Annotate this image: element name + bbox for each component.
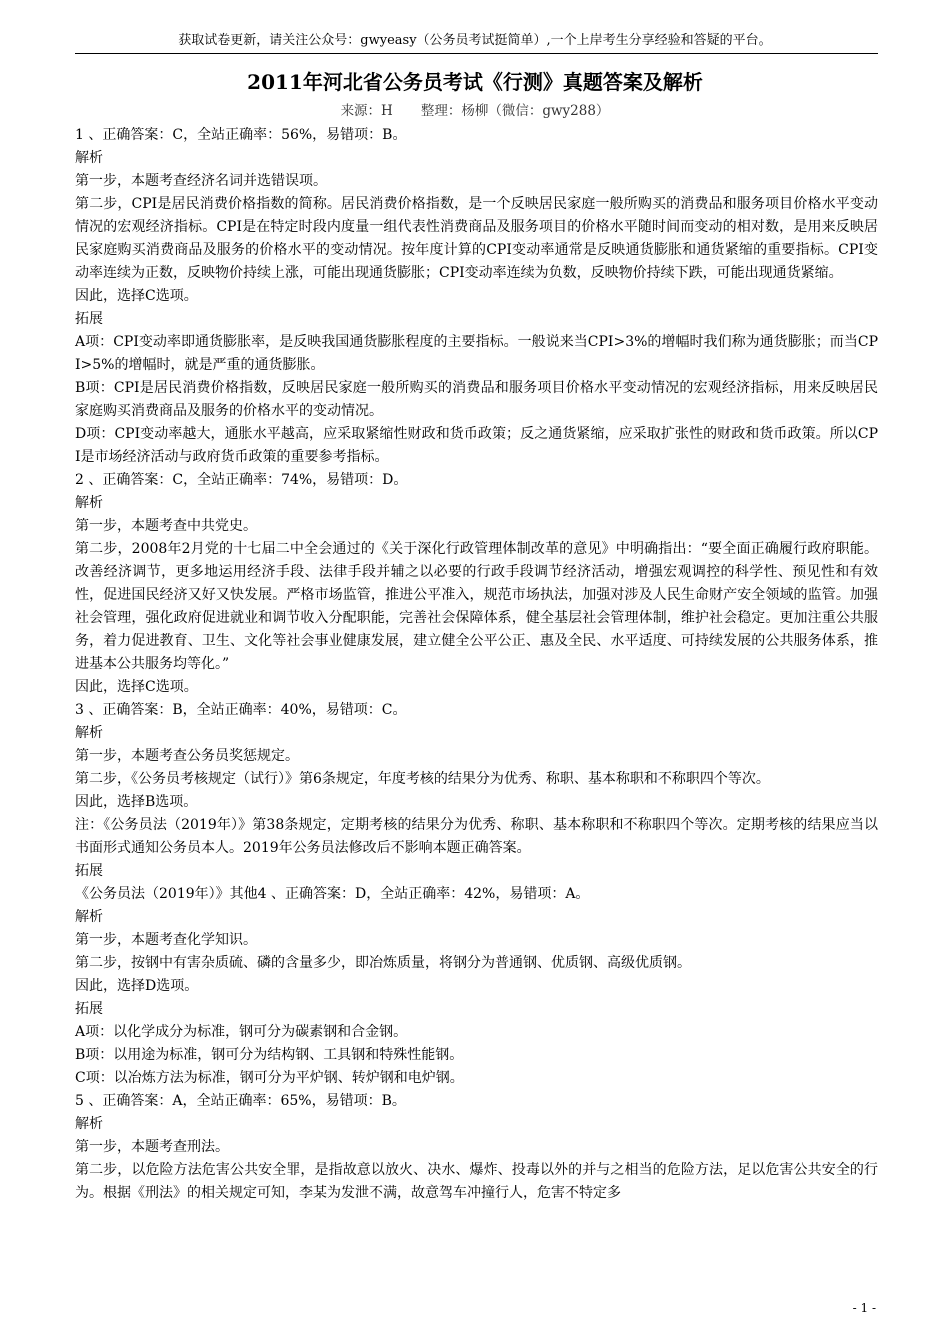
body-paragraph: 解析 xyxy=(75,909,103,925)
body-paragraph: 第二步，以危险方法危害公共安全罪，是指故意以放火、决水、爆炸、投毒以外的并与之相当的危险方法，足以危害公共安全的行为。根据《刑法》的相关规定可知，李某为发泄不满，故意驾车冲撞行人，危害不特定多 xyxy=(75,1162,878,1201)
body-paragraph: 注：《公务员法（2019年）》第38条规定，定期考核的结果分为优秀、称职、基本称职和不称职四个等次。定期考核的结果应当以书面形式通知公务员本人。2019年公务员法修改后不影响本题正确答案。 xyxy=(75,817,878,856)
header-note: 获取试卷更新，请关注公众号：gwyeasy（公务员考试挺简单）,一个上岸考生分享经验和答疑的平台。 xyxy=(178,33,772,48)
body-paragraph: C项：以冶炼方法为标准，钢可分为平炉钢、转炉钢和电炉钢。 xyxy=(75,1070,464,1086)
body-paragraph: 《公务员法（2019年）》其他4 、正确答案：D，全站正确率：42%，易错项：A。 xyxy=(75,886,590,902)
body-paragraph: 第一步，本题考查化学知识。 xyxy=(75,932,257,948)
body-paragraph: 解析 xyxy=(75,1116,103,1132)
body-paragraph: 第一步，本题考查经济名词并选错误项。 xyxy=(75,173,327,189)
body-paragraph: 第二步，CPI是居民消费价格指数的简称。居民消费价格指数，是一个反映居民家庭一般所购买的消费品和服务项目价格水平变动情况的宏观经济指标。CPI是在特定时段内度量一组代表性消费商品及服务项目的价格水平随时间而变动的相对数，是用来反映居民家庭购买消费商品及服务的价格水平的变动情况。按年度计算的CPI变动率通常是反映通货膨胀和通货紧缩的重要指标。CPI变动率连续为正数，反映物价持续上涨，可能出现通货膨胀；CPI变动率连续为负数，反映物价持续下跌，可能出现通货紧缩。 xyxy=(75,196,878,281)
body-paragraph: B项：CPI是居民消费价格指数，反映居民家庭一般所购买的消费品和服务项目价格水平变动情况的宏观经济指标，用来反映居民家庭购买消费商品及服务的价格水平的变动情况。 xyxy=(75,380,878,419)
document-title: 2011年河北省公务员考试《行测》真题答案及解析 xyxy=(247,70,703,94)
body-paragraph: 解析 xyxy=(75,495,103,511)
body-paragraph: 拓展 xyxy=(75,1001,103,1017)
body-paragraph: 解析 xyxy=(75,725,103,741)
body-paragraph: D项：CPI变动率越大，通胀水平越高，应采取紧缩性财政和货币政策；反之通货紧缩，应采取扩张性的财政和货币政策。所以CPI是市场经济活动与政府货币政策的重要参考指标。 xyxy=(75,426,878,465)
body-paragraph: 3 、正确答案：B，全站正确率：40%，易错项：C。 xyxy=(75,702,407,718)
body-paragraph: 因此，选择C选项。 xyxy=(75,288,198,304)
body-paragraph: 1 、正确答案：C，全站正确率：56%，易错项：B。 xyxy=(75,127,407,143)
body-paragraph: 因此，选择B选项。 xyxy=(75,794,198,810)
body-paragraph: B项：以用途为标准，钢可分为结构钢、工具钢和特殊性能钢。 xyxy=(75,1047,464,1063)
source-editor: 整理：杨柳（微信：gwy288） xyxy=(420,103,610,119)
body-paragraph: 第一步，本题考查刑法。 xyxy=(75,1139,229,1155)
body-paragraph: 拓展 xyxy=(75,311,103,327)
body-paragraph: A项：CPI变动率即通货膨胀率，是反映我国通货膨胀程度的主要指标。一般说来当CPI>3%的增幅时我们称为通货膨胀；而当CPI>5%的增幅时，就是严重的通货膨胀。 xyxy=(75,334,878,373)
body-paragraph: 第二步，按钢中有害杂质硫、磷的含量多少，即冶炼质量，将钢分为普通钢、优质钢、高级优质钢。 xyxy=(75,955,691,971)
body-paragraph: A项：以化学成分为标准，钢可分为碳素钢和合金钢。 xyxy=(75,1024,408,1040)
body-paragraph: 第一步，本题考查中共党史。 xyxy=(75,518,257,534)
body-paragraph: 因此，选择D选项。 xyxy=(75,978,199,994)
body-paragraph: 第二步，《公务员考核规定（试行）》第6条规定，年度考核的结果分为优秀、称职、基本称职和不称职四个等次。 xyxy=(75,771,770,787)
body-paragraph: 第一步，本题考查公务员奖惩规定。 xyxy=(75,748,299,764)
page-number: - 1 - xyxy=(852,1301,876,1315)
body-paragraph: 因此，选择C选项。 xyxy=(75,679,198,695)
source-origin: 来源：H xyxy=(340,103,393,119)
document-source xyxy=(0,101,950,121)
body-paragraph: 2 、正确答案：C，全站正确率：74%，易错项：D。 xyxy=(75,472,408,488)
body-paragraph: 第二步，2008年2月党的十七届二中全会通过的《关于深化行政管理体制改革的意见》中明确指出：“要全面正确履行政府职能。改善经济调节，更多地运用经济手段、法律手段并辅之以必要的行政手段调节经济活动，增强宏观调控的科学性、预见性和有效性，促进国民经济又好又快发展。严格市场监管，推进公平准入，规范市场执法，加强对涉及人民生命财产安全领域的监管。加强社会管理，强化政府促进就业和调节收入分配职能，完善社会保障体系，健全基层社会管理体制，维护社会稳定。更加注重公共服务，着力促进教育、卫生、文化等社会事业健康发展，建立健全公平公正、惠及全民、水平适度、可持续发展的公共服务体系，推进基本公共服务均等化。” xyxy=(75,541,878,672)
body-paragraph: 5 、正确答案：A，全站正确率：65%，易错项：B。 xyxy=(75,1093,406,1109)
header-divider xyxy=(75,53,878,54)
document-body xyxy=(75,124,878,1205)
body-paragraph: 解析 xyxy=(75,150,103,166)
body-paragraph: 拓展 xyxy=(75,863,103,879)
